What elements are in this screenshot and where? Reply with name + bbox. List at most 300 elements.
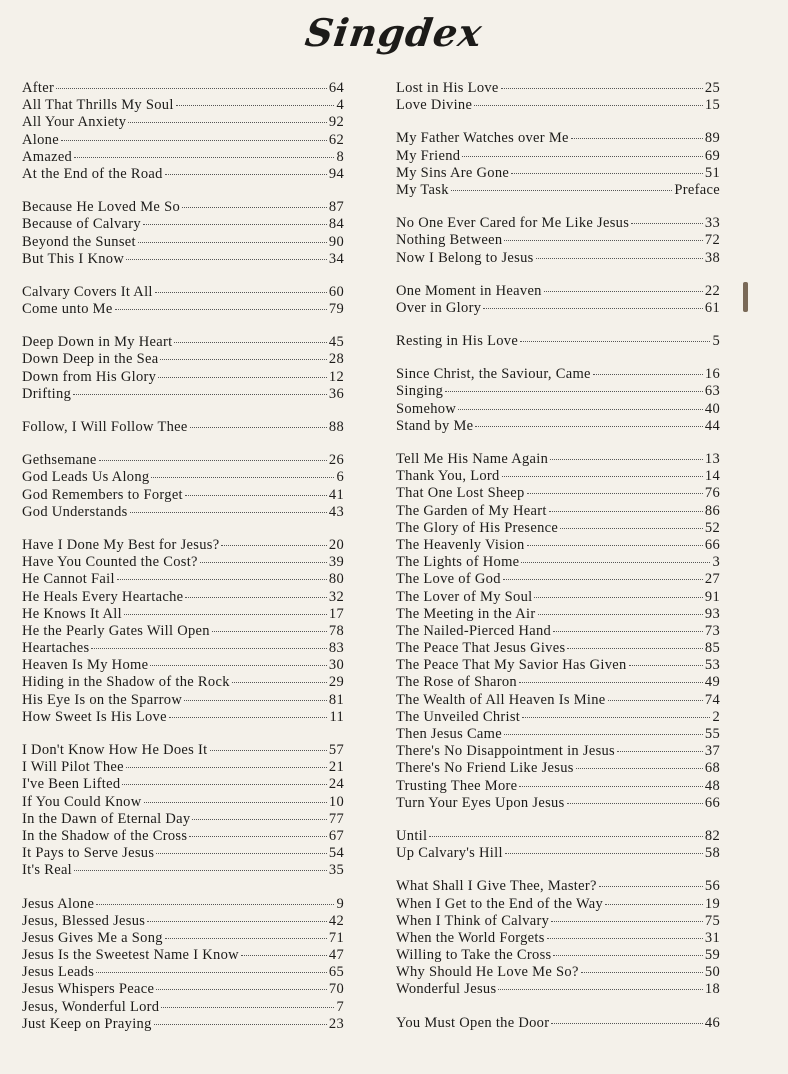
- song-title: Amazed: [22, 148, 73, 165]
- index-entry: [22, 571, 344, 588]
- page-number: 51: [704, 164, 720, 181]
- song-title: Gethsemane: [22, 452, 97, 469]
- page-number: 16: [704, 366, 720, 383]
- dot-leader: [174, 342, 326, 343]
- song-title: Up Calvary's Hill: [396, 845, 503, 862]
- song-title: Jesus Gives Me a Song: [22, 929, 163, 946]
- page-number: 53: [704, 657, 720, 674]
- song-title: Heartaches: [22, 640, 90, 657]
- dot-leader: [73, 394, 327, 395]
- dot-leader: [474, 105, 703, 106]
- index-entry: [22, 692, 344, 709]
- dot-leader: [605, 904, 703, 905]
- song-title: Stand by Me: [396, 417, 474, 434]
- song-title: Just Keep on Praying: [22, 1015, 152, 1032]
- page-number: 92: [328, 114, 344, 131]
- dot-leader: [154, 1024, 327, 1025]
- song-title: The Peace That Jesus Gives: [396, 640, 566, 657]
- index-entry: [22, 537, 344, 554]
- page-number: 80: [328, 571, 344, 588]
- index-entry: [396, 640, 720, 657]
- dot-leader: [144, 802, 327, 803]
- index-entry: [396, 795, 720, 812]
- dot-leader: [176, 105, 335, 106]
- dot-leader: [445, 391, 703, 392]
- index-entry: [22, 913, 344, 930]
- page-number: 70: [328, 981, 344, 998]
- index-entry: [22, 947, 344, 964]
- page-number: 88: [328, 419, 344, 435]
- dot-leader: [504, 240, 703, 241]
- dot-leader: [567, 803, 703, 804]
- page-number: 73: [704, 622, 720, 639]
- dot-leader: [74, 870, 327, 871]
- index-column-left: [22, 80, 344, 1049]
- page-number: 67: [328, 827, 344, 844]
- index-entry: [396, 589, 720, 606]
- index-entry: [396, 778, 720, 795]
- index-entry: [396, 468, 720, 485]
- page-number: 33: [704, 215, 720, 232]
- page-number: 68: [704, 760, 720, 777]
- dot-leader: [550, 459, 703, 460]
- page-number: 8: [336, 148, 344, 165]
- song-title: How Sweet Is His Love: [22, 708, 167, 725]
- index-entry: [396, 80, 720, 97]
- page-number: 4: [336, 97, 344, 114]
- page-number: 61: [704, 299, 720, 316]
- page-number: 55: [704, 726, 720, 742]
- page-number: 2: [712, 708, 720, 725]
- page-number: 87: [328, 199, 344, 216]
- page-number: 66: [704, 536, 720, 553]
- song-title: Alone: [22, 131, 59, 148]
- index-entry: [22, 845, 344, 862]
- song-title: My Task: [396, 181, 449, 198]
- page-number: 26: [328, 452, 344, 469]
- song-title: Down from His Glory: [22, 368, 157, 385]
- dot-leader: [61, 140, 327, 141]
- page-number: 36: [328, 385, 344, 402]
- song-title: Beyond the Sunset: [22, 233, 136, 250]
- page-number: 90: [328, 233, 344, 250]
- song-title: If You Could Know: [22, 793, 142, 810]
- song-title: Why Should He Love Me So?: [396, 964, 579, 981]
- song-title: Lost in His Love: [396, 80, 499, 96]
- page-number: 28: [328, 351, 344, 368]
- page-number: 45: [328, 334, 344, 351]
- page-number: 20: [328, 536, 344, 553]
- index-entry: [396, 418, 720, 435]
- index-entry: [396, 215, 720, 232]
- page-number: 23: [328, 1015, 344, 1032]
- song-title: His Eye Is on the Sparrow: [22, 691, 183, 708]
- page-number: 6: [336, 469, 344, 486]
- index-entry: [396, 537, 720, 554]
- page-number: 40: [704, 400, 720, 417]
- index-entry: [396, 451, 720, 468]
- index-entry: [22, 386, 344, 403]
- index-entry: [22, 334, 344, 351]
- song-title: But This I Know: [22, 250, 125, 267]
- song-title: God Leads Us Along: [22, 469, 150, 486]
- song-title: Until: [396, 827, 428, 844]
- dot-leader: [126, 767, 327, 768]
- index-entry: [22, 504, 344, 521]
- page-number: 85: [704, 640, 720, 657]
- index-entry: [396, 726, 720, 743]
- index-entry: [396, 401, 720, 418]
- song-title: When I Get to the End of the Way: [396, 895, 604, 912]
- page-number: 78: [328, 622, 344, 639]
- dot-leader: [519, 786, 702, 787]
- song-title: Over in Glory: [396, 299, 482, 316]
- index-group: [396, 130, 720, 199]
- page-number: 34: [328, 250, 344, 267]
- dot-leader: [534, 597, 702, 598]
- index-group: [396, 828, 720, 862]
- dot-leader: [567, 648, 702, 649]
- page-number: 72: [704, 232, 720, 249]
- dot-leader: [160, 359, 326, 360]
- index-entry: [22, 97, 344, 114]
- song-title: Follow, I Will Follow Thee: [22, 419, 188, 435]
- dot-leader: [631, 223, 703, 224]
- page-number: 77: [328, 810, 344, 827]
- dot-leader: [538, 614, 703, 615]
- index-entry: [22, 469, 344, 486]
- song-title: My Sins Are Gone: [396, 164, 510, 181]
- index-entry: [396, 674, 720, 691]
- song-title: He the Pearly Gates Will Open: [22, 622, 210, 639]
- dot-leader: [182, 207, 327, 208]
- dot-leader: [544, 291, 703, 292]
- song-title: The Wealth of All Heaven Is Mine: [396, 691, 606, 708]
- page-number: 59: [704, 947, 720, 964]
- song-title: All Your Anxiety: [22, 114, 127, 131]
- dot-leader: [232, 682, 327, 683]
- song-title: Jesus Leads: [22, 964, 95, 981]
- song-title: When the World Forgets: [396, 929, 545, 946]
- song-title: Tell Me His Name Again: [396, 451, 549, 467]
- song-title: Wonderful Jesus: [396, 981, 497, 998]
- song-title: He Heals Every Heartache: [22, 588, 184, 605]
- index-entry: [22, 351, 344, 368]
- song-title: There's No Disappointment in Jesus: [396, 743, 616, 760]
- song-title: That One Lost Sheep: [396, 485, 525, 502]
- index-entry: [396, 520, 720, 537]
- song-title: Have I Done My Best for Jesus?: [22, 536, 220, 553]
- page-number: 58: [704, 845, 720, 862]
- index-entry: [22, 234, 344, 251]
- index-entry: [396, 930, 720, 947]
- song-title: In the Shadow of the Cross: [22, 827, 188, 844]
- song-title: I've Been Lifted: [22, 776, 121, 793]
- song-title: Because He Loved Me So: [22, 199, 181, 216]
- index-entry: [396, 743, 720, 760]
- index-entry: [22, 776, 344, 793]
- index-entry: [22, 369, 344, 386]
- dot-leader: [143, 224, 327, 225]
- dot-leader: [96, 904, 334, 905]
- page-number: 32: [328, 588, 344, 605]
- index-entry: [396, 964, 720, 981]
- page-number: 7: [336, 998, 344, 1015]
- dot-leader: [571, 138, 703, 139]
- index-entry: [22, 114, 344, 131]
- dot-leader: [522, 717, 710, 718]
- index-entry: [396, 760, 720, 777]
- page-number: 74: [704, 691, 720, 708]
- song-title: The Lights of Home: [396, 554, 520, 571]
- page-number: 81: [328, 691, 344, 708]
- page-number: 89: [704, 130, 720, 147]
- dot-leader: [74, 157, 334, 158]
- page-number: 63: [704, 383, 720, 400]
- song-title: Jesus, Blessed Jesus: [22, 912, 146, 929]
- index-group: [22, 419, 344, 436]
- index-entry: [22, 251, 344, 268]
- page-number: 29: [328, 674, 344, 691]
- page-number: 27: [704, 571, 720, 588]
- page-number: 38: [704, 249, 720, 266]
- page-number: 75: [704, 912, 720, 929]
- dot-leader: [504, 734, 703, 735]
- page-number: 18: [704, 981, 720, 998]
- index-group: [22, 334, 344, 403]
- dot-leader: [501, 88, 703, 89]
- dot-leader: [165, 938, 327, 939]
- index-entry: [396, 366, 720, 383]
- index-entry: [396, 845, 720, 862]
- dot-leader: [192, 819, 326, 820]
- index-entry: [396, 554, 720, 571]
- song-title: The Nailed-Pierced Hand: [396, 622, 552, 639]
- song-title: The Rose of Sharon: [396, 674, 517, 691]
- dot-leader: [138, 242, 327, 243]
- song-title: What Shall I Give Thee, Master?: [396, 878, 597, 895]
- dot-leader: [462, 156, 703, 157]
- index-entry: [22, 657, 344, 674]
- index-entry: [396, 828, 720, 845]
- dot-leader: [521, 562, 710, 563]
- song-title: Nothing Between: [396, 232, 503, 249]
- song-title: Trusting Thee More: [396, 777, 518, 794]
- index-entry: [22, 1016, 344, 1033]
- page-number: 50: [704, 964, 720, 981]
- dot-leader: [553, 631, 703, 632]
- index-entry: [22, 149, 344, 166]
- page-number: 3: [712, 554, 720, 571]
- page-number: 22: [704, 282, 720, 299]
- page-number: 47: [328, 947, 344, 964]
- page-number: 44: [704, 417, 720, 434]
- index-entry: [22, 794, 344, 811]
- song-title: There's No Friend Like Jesus: [396, 760, 574, 777]
- song-title: Resting in His Love: [396, 333, 519, 350]
- page-number: 39: [328, 554, 344, 571]
- song-title: All That Thrills My Soul: [22, 97, 174, 114]
- index-entry: [396, 623, 720, 640]
- page-number: 84: [328, 216, 344, 233]
- index-entry: [396, 97, 720, 114]
- page-number: 71: [328, 929, 344, 946]
- song-title: Calvary Covers It All: [22, 283, 153, 300]
- page-number: 5: [712, 333, 720, 350]
- song-title: After: [22, 80, 55, 96]
- song-title: The Glory of His Presence: [396, 519, 559, 536]
- page-number: 56: [704, 878, 720, 895]
- page-number: 94: [328, 165, 344, 182]
- index-entry: [396, 383, 720, 400]
- song-title: Now I Belong to Jesus: [396, 249, 534, 266]
- index-entry: [22, 896, 344, 913]
- page-number: 82: [704, 827, 720, 844]
- page-number: 19: [704, 895, 720, 912]
- song-title: Jesus, Wonderful Lord: [22, 998, 160, 1015]
- song-title: The Lover of My Soul: [396, 588, 533, 605]
- dot-leader: [527, 493, 703, 494]
- dot-leader: [156, 853, 327, 854]
- page-number: 91: [704, 588, 720, 605]
- dot-leader: [156, 989, 327, 990]
- song-title: When I Think of Calvary: [396, 912, 550, 929]
- dot-leader: [128, 122, 327, 123]
- dot-leader: [189, 836, 327, 837]
- page-number: 13: [704, 451, 720, 467]
- dot-leader: [241, 955, 327, 956]
- page-number: 66: [704, 794, 720, 811]
- page-number: 17: [328, 605, 344, 622]
- page-number: 41: [328, 486, 344, 503]
- dot-leader: [599, 886, 703, 887]
- index-entry: [22, 862, 344, 879]
- index-entry: [22, 487, 344, 504]
- song-title: The Unveiled Christ: [396, 708, 521, 725]
- index-group: [396, 878, 720, 998]
- index-group: [396, 80, 720, 114]
- dot-leader: [553, 955, 702, 956]
- song-title: Then Jesus Came: [396, 726, 502, 742]
- page-number: 46: [704, 1014, 720, 1031]
- song-title: Deep Down in My Heart: [22, 334, 173, 351]
- page-number: 49: [704, 674, 720, 691]
- dot-leader: [185, 597, 327, 598]
- song-title: He Knows It All: [22, 605, 122, 622]
- dot-leader: [629, 665, 703, 666]
- song-title: Jesus Is the Sweetest Name I Know: [22, 947, 239, 964]
- index-entry: [396, 878, 720, 895]
- page-number: 69: [704, 147, 720, 164]
- index-entry: [22, 80, 344, 97]
- dot-leader: [96, 972, 327, 973]
- page-number: 86: [704, 502, 720, 519]
- index-entry: [396, 485, 720, 502]
- page-number: 30: [328, 657, 344, 674]
- page-number: 52: [704, 519, 720, 536]
- page-number: 65: [328, 964, 344, 981]
- dot-leader: [511, 173, 703, 174]
- song-title: It Pays to Serve Jesus: [22, 845, 155, 862]
- song-title: You Must Open the Door: [396, 1014, 550, 1031]
- song-title: Somehow: [396, 400, 457, 417]
- index-entry: [22, 216, 344, 233]
- song-title: Hiding in the Shadow of the Rock: [22, 674, 230, 691]
- index-entry: [22, 623, 344, 640]
- page-number: 15: [704, 97, 720, 114]
- index-entry: [396, 692, 720, 709]
- song-title: The Heavenly Vision: [396, 536, 525, 553]
- dot-leader: [593, 374, 703, 375]
- song-title: The Peace That My Savior Has Given: [396, 657, 627, 674]
- index-group: [396, 333, 720, 350]
- index-entry: [396, 606, 720, 623]
- page-number: 42: [328, 912, 344, 929]
- dot-leader: [576, 768, 703, 769]
- song-title: My Father Watches over Me: [396, 130, 569, 147]
- index-entry: [396, 283, 720, 300]
- page-number: 83: [328, 640, 344, 657]
- index-entry: [396, 333, 720, 350]
- song-title: God Understands: [22, 503, 128, 520]
- dot-leader: [505, 853, 703, 854]
- dot-leader: [458, 409, 703, 410]
- dot-leader: [549, 511, 703, 512]
- song-title: The Garden of My Heart: [396, 502, 547, 519]
- song-title: Thank You, Lord: [396, 468, 500, 485]
- dot-leader: [165, 174, 327, 175]
- index-entry: [22, 640, 344, 657]
- page-number: 93: [704, 605, 720, 622]
- song-title: He Cannot Fail: [22, 571, 115, 588]
- song-title: My Friend: [396, 147, 461, 164]
- dot-leader: [91, 648, 326, 649]
- index-group: [22, 452, 344, 521]
- index-entry: [22, 284, 344, 301]
- index-entry: [22, 132, 344, 149]
- page-number: 37: [704, 743, 720, 760]
- dot-leader: [451, 190, 673, 191]
- index-entry: [396, 182, 720, 199]
- song-title: In the Dawn of Eternal Day: [22, 810, 191, 827]
- dot-leader: [115, 309, 327, 310]
- index-group: [22, 80, 344, 183]
- song-title: The Love of God: [396, 571, 501, 588]
- index-entry: [22, 199, 344, 216]
- song-title: Down Deep in the Sea: [22, 351, 159, 368]
- song-title: Turn Your Eyes Upon Jesus: [396, 794, 565, 811]
- page-number: 43: [328, 503, 344, 520]
- song-title: No One Ever Cared for Me Like Jesus: [396, 215, 630, 232]
- index-group: [396, 283, 720, 317]
- index-entry: [396, 148, 720, 165]
- dot-leader: [560, 528, 703, 529]
- index-entry: [22, 930, 344, 947]
- index-entry: [22, 301, 344, 318]
- index-entry: [396, 300, 720, 317]
- index-group: [22, 284, 344, 318]
- song-title: Singing: [396, 383, 444, 400]
- dot-leader: [475, 426, 702, 427]
- song-title: Heaven Is My Home: [22, 657, 149, 674]
- index-entry: [396, 503, 720, 520]
- page-number: 11: [329, 708, 344, 725]
- dot-leader: [212, 631, 327, 632]
- song-title: Love Divine: [396, 97, 473, 114]
- dot-leader: [527, 545, 703, 546]
- dot-leader: [608, 700, 703, 701]
- page-number: 21: [328, 759, 344, 776]
